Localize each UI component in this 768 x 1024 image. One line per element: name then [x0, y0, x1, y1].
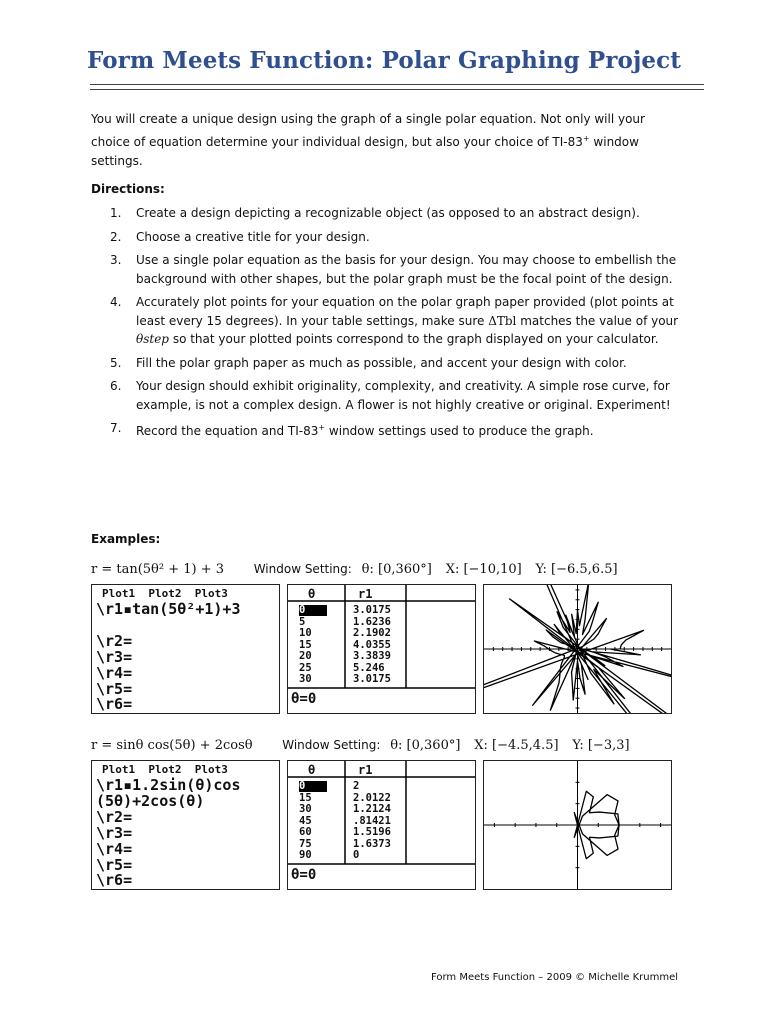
example1-polar-graph	[484, 585, 671, 713]
example2-graph-screen	[483, 760, 672, 890]
example2-y-editor-screen	[91, 760, 280, 890]
table-cell-r: 1.6373	[353, 837, 391, 850]
directions-heading: Directions:	[91, 182, 165, 196]
table-cell-r: 1.5196	[353, 826, 391, 838]
y-line: \r4=	[96, 664, 133, 682]
window-setting-label: Window Setting:	[282, 738, 381, 752]
table-cell-r: 2	[353, 780, 360, 792]
table-cell-theta: 30	[299, 803, 312, 815]
y-line: \r4=	[96, 840, 133, 858]
window-setting-label: Window Setting:	[253, 562, 352, 576]
table-cell-r: 4.0355	[353, 638, 391, 651]
table-cell-r: 2.1902	[353, 627, 391, 639]
example2-y-window: Y: [−3,3]	[572, 738, 630, 753]
table-cell-r: 1.2124	[353, 803, 391, 815]
list-item: 6. Your design should exhibit originality, complexity, and creativity. A simple rose curve, for example, is not a complex design. A flower is not highly creative or original. Experiment!	[110, 379, 671, 412]
example2-theta-window: θ: [0,360°]	[390, 738, 461, 753]
table-cell-theta: 5	[299, 615, 306, 628]
table-footer: θ=0	[291, 867, 317, 883]
table-cell-theta: 75	[299, 837, 312, 850]
plot-bar: Plot1 Plot2 Plot3	[102, 587, 228, 600]
example2-equation-line	[91, 738, 630, 753]
example1-x-window: X: [−10,10]	[445, 562, 522, 577]
table-cell-theta: 45	[299, 814, 312, 827]
table-cell-r: 3.0175	[353, 604, 391, 616]
table-header-r1: r1	[358, 587, 373, 601]
table-cell-r: 5.246	[353, 661, 385, 674]
example1-y-editor-screen	[91, 584, 280, 714]
example1-equation-line	[91, 562, 618, 577]
example2-x-window: X: [−4.5,4.5]	[474, 738, 559, 753]
directions-list	[110, 204, 680, 446]
example1-theta-window: θ: [0,360°]	[361, 562, 432, 577]
list-item: 5. Fill the polar graph paper as much as possible, and accent your design with color.	[110, 355, 627, 370]
list-item: 3. Use a single polar equation as the basis for your design. You may choose to embellish the background with other shapes, but the polar graph must be the focal point of the design.	[110, 253, 677, 286]
intro-paragraph: You will create a unique design using the graph of a single polar equation. Not only will your choice of equation determine your individual design, but also your choice of TI-83+ window settings.	[91, 112, 645, 168]
y-line: \r1▪tan(5θ²+1)+3	[96, 600, 241, 618]
page-footer: Form Meets Function – 2009 © Michelle Krummel	[430, 972, 678, 983]
table-header-theta: θ	[308, 763, 316, 777]
y-line: \r2=	[96, 632, 133, 650]
table-footer: θ=0	[291, 691, 317, 707]
y-line: \r1▪1.2sin(θ)cos	[96, 776, 241, 794]
list-item: 1. Create a design depicting a recognizable object (as opposed to an abstract design).	[110, 206, 640, 220]
example2-polar-graph	[484, 761, 671, 889]
y-line: \r5=	[96, 680, 133, 698]
list-item: 2. Choose a creative title for your design.	[110, 229, 370, 244]
table-cell-r: .81421	[353, 814, 391, 827]
example1-table-screen	[287, 584, 476, 714]
title-rule	[90, 84, 704, 85]
table-cell-theta: 0	[299, 781, 327, 792]
table-cell-theta: 15	[299, 638, 312, 651]
table-cell-theta: 20	[299, 650, 312, 662]
y-line: \r5=	[96, 856, 133, 874]
table-cell-theta: 10	[299, 627, 312, 639]
table-header-r1: r1	[358, 763, 373, 777]
title-rule-thin	[90, 89, 704, 90]
y-line: \r6=	[96, 695, 133, 713]
table-cell-r: 3.0175	[353, 673, 391, 685]
list-item: 7. Record the equation and TI-83+ window settings used to produce the graph.	[110, 421, 594, 438]
list-item: 4. Accurately plot points for your equation on the polar graph paper provided (plot points at least every 15 degrees). In your table settings, make sure ΔTbl matches the value of your θstep so that your plotted points correspond to the graph displayed on your calculator.	[110, 295, 679, 346]
table-cell-theta: 0	[299, 605, 327, 616]
table-cell-theta: 90	[299, 849, 312, 861]
plot-bar: Plot1 Plot2 Plot3	[102, 763, 228, 776]
table-cell-r: 1.6236	[353, 615, 391, 628]
example1-equation: r = tan(5θ² + 1) + 3	[91, 562, 225, 577]
example1-y-window: Y: [−6.5,6.5]	[535, 562, 618, 577]
y-line: \r3=	[96, 824, 133, 842]
y-line: \r3=	[96, 648, 133, 666]
page-title: Form Meets Function: Polar Graphing Project	[87, 47, 681, 74]
examples-heading: Examples:	[91, 532, 161, 546]
table-cell-theta: 25	[299, 661, 312, 674]
example2-table-screen	[287, 760, 476, 890]
table-header-theta: θ	[308, 587, 316, 601]
table-cell-theta: 30	[299, 673, 312, 685]
example1-graph-screen	[483, 584, 672, 714]
table-cell-r: 0	[353, 849, 360, 861]
table-cell-theta: 60	[299, 826, 312, 838]
table-cell-r: 2.0122	[353, 791, 391, 804]
table-cell-r: 3.3839	[353, 650, 391, 662]
table-cell-theta: 15	[299, 791, 312, 804]
example2-equation: r = sinθ cos(5θ) + 2cosθ	[91, 738, 253, 753]
y-line: (5θ)+2cos(θ)	[96, 792, 205, 810]
y-line: \r2=	[96, 808, 133, 826]
y-line: \r6=	[96, 871, 133, 889]
